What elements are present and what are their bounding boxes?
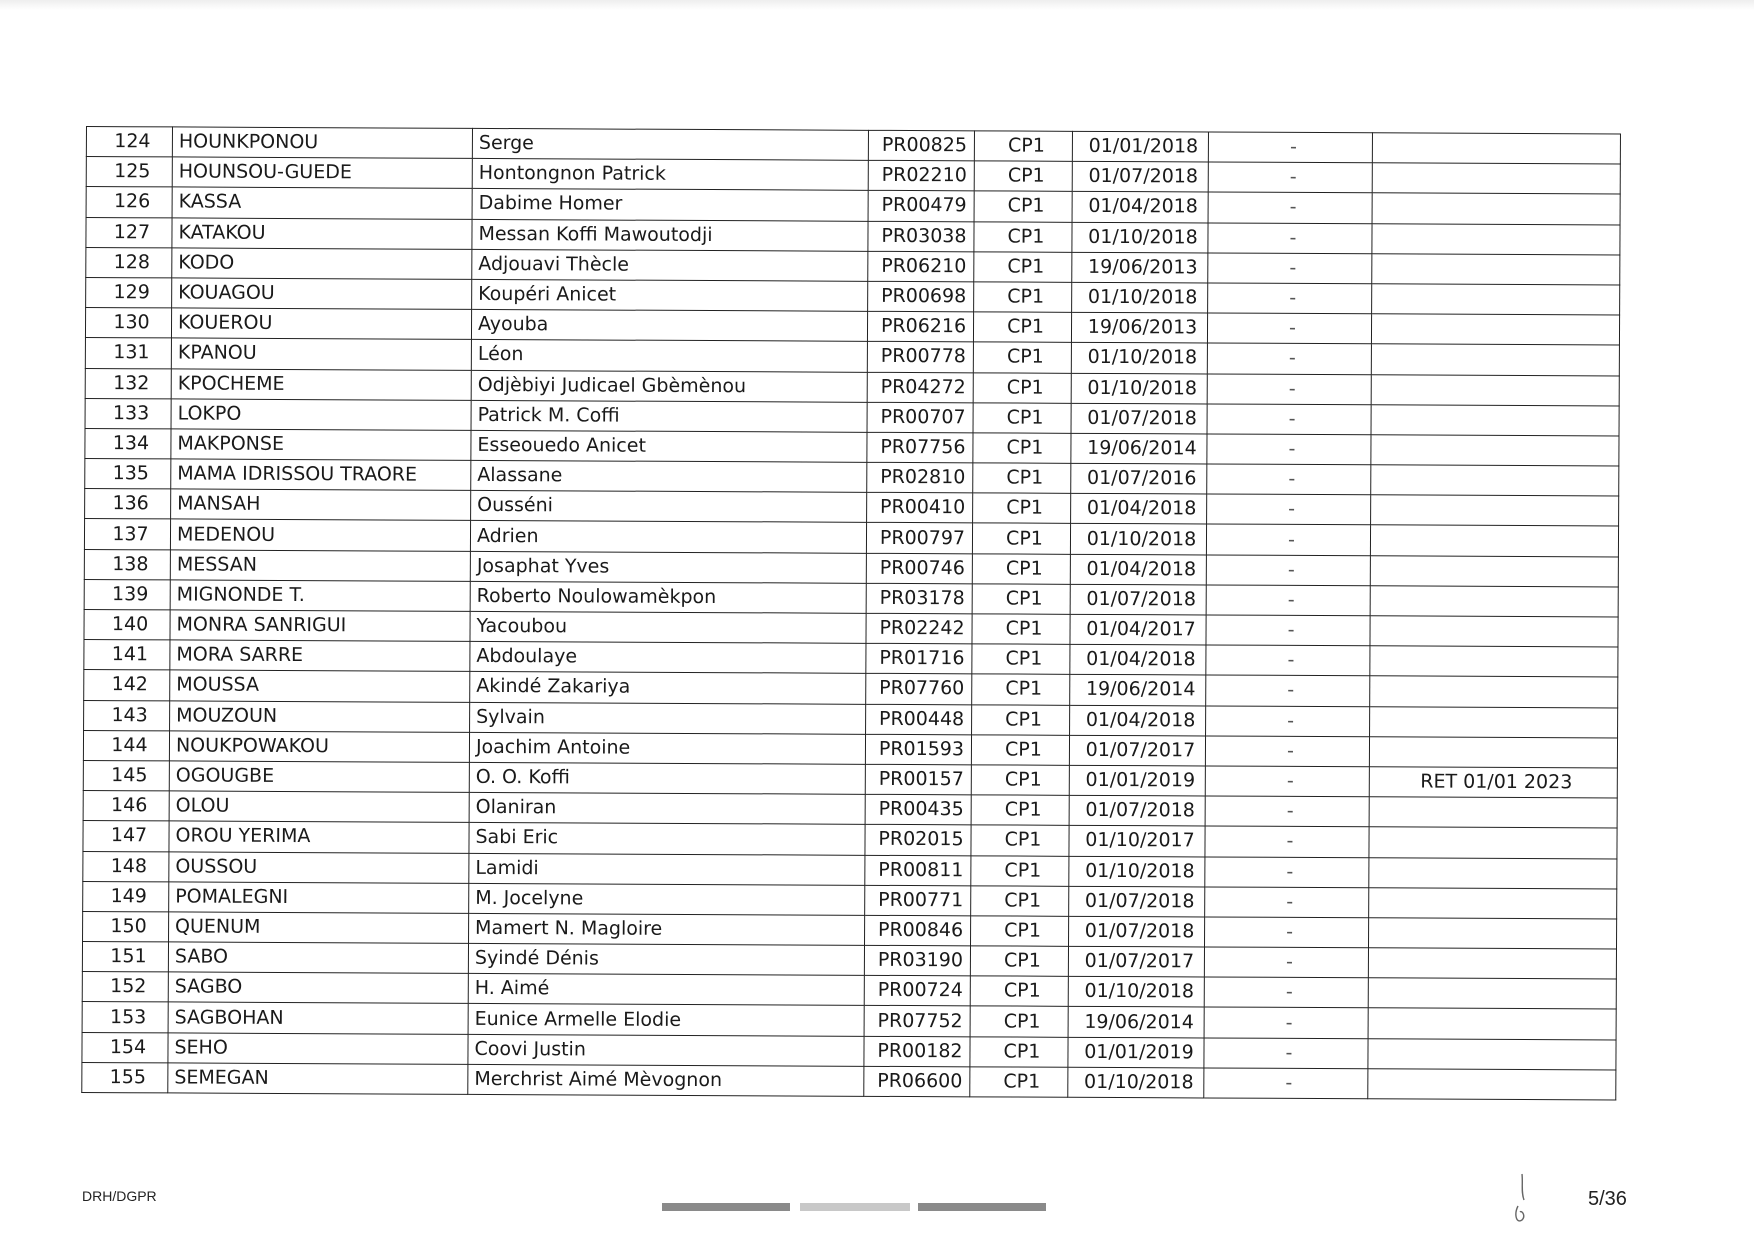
row-number: 131 (85, 338, 171, 369)
last-name-cell: KATAKOU (172, 217, 472, 249)
matricule-cell: PR00746 (866, 553, 972, 584)
first-name-cell: Akindé Zakariya (470, 672, 866, 704)
last-name-cell: HOUNSOU-GUEDE (172, 157, 472, 189)
dash-cell: - (1204, 947, 1368, 978)
row-number: 141 (84, 640, 170, 671)
grade-cell: CP1 (973, 342, 1071, 373)
row-number: 135 (85, 459, 171, 490)
last-name-cell: OGOUGBE (169, 761, 469, 793)
remark-cell (1368, 948, 1616, 979)
matricule-cell: PR07760 (866, 674, 972, 705)
matricule-cell: PR00448 (866, 704, 972, 735)
last-name-cell: MAMA IDRISSOU TRAORE (171, 459, 471, 491)
matricule-cell: PR00724 (864, 976, 970, 1007)
remark-cell (1369, 857, 1617, 888)
first-name-cell: Hontongnon Patrick (472, 159, 868, 191)
first-name-cell: Serge (472, 128, 868, 160)
matricule-cell: PR00778 (867, 342, 973, 373)
last-name-cell: KPANOU (171, 338, 471, 370)
first-name-cell: Syindé Dénis (468, 943, 864, 975)
date-cell: 01/10/2017 (1069, 826, 1205, 857)
remark-cell (1369, 827, 1617, 858)
last-name-cell: NOUKPOWAKOU (169, 731, 469, 763)
first-name-cell: Lamidi (469, 853, 865, 885)
first-name-cell: Merchrist Aimé Mèvognon (468, 1064, 864, 1096)
date-cell: 01/04/2018 (1071, 494, 1207, 525)
last-name-cell: SEHO (168, 1033, 468, 1065)
dash-cell: - (1207, 434, 1371, 465)
row-number: 129 (86, 277, 172, 308)
dash-cell: - (1204, 977, 1368, 1008)
grade-cell: CP1 (971, 795, 1069, 826)
dash-cell: - (1208, 253, 1372, 284)
remark-cell (1370, 555, 1618, 586)
remark-cell (1368, 978, 1616, 1009)
first-name-cell: Mamert N. Magloire (469, 913, 865, 945)
grade-cell: CP1 (970, 1036, 1068, 1067)
dash-cell: - (1204, 1007, 1368, 1038)
grade-cell: CP1 (973, 312, 1071, 343)
dash-cell: - (1206, 645, 1370, 676)
table-row (82, 1062, 1616, 1100)
remark-cell (1370, 676, 1618, 707)
first-name-cell: Sylvain (470, 702, 866, 734)
handwritten-initials-icon (1512, 1170, 1542, 1230)
date-cell: 19/06/2014 (1070, 675, 1206, 706)
dash-cell: - (1207, 464, 1371, 495)
grade-cell: CP1 (972, 553, 1070, 584)
row-number: 149 (83, 881, 169, 912)
remark-cell (1371, 465, 1619, 496)
date-cell: 01/04/2018 (1070, 645, 1206, 676)
matricule-cell: PR02015 (865, 825, 971, 856)
dash-cell: - (1206, 524, 1370, 555)
last-name-cell: MESSAN (170, 550, 470, 582)
dash-cell: - (1208, 283, 1372, 314)
date-cell: 01/04/2018 (1070, 554, 1206, 585)
footer-department-code: DRH/DGPR (82, 1188, 157, 1204)
date-cell: 01/10/2018 (1068, 977, 1204, 1008)
last-name-cell: MOUZOUN (170, 700, 470, 732)
row-number: 132 (85, 368, 171, 399)
dash-cell: - (1207, 494, 1371, 525)
dash-cell: - (1206, 615, 1370, 646)
matricule-cell: PR00811 (865, 855, 971, 886)
last-name-cell: KODO (172, 248, 472, 280)
dash-cell: - (1207, 343, 1371, 374)
footer-scan-bar (800, 1203, 910, 1211)
first-name-cell: Abdoulaye (470, 642, 866, 674)
remark-cell (1370, 706, 1618, 737)
grade-cell: CP1 (973, 372, 1071, 403)
first-name-cell: Odjèbiyi Judicael Gbèmènou (471, 370, 867, 402)
personnel-table (81, 126, 1621, 1100)
row-number: 139 (84, 579, 170, 610)
row-number: 144 (83, 730, 169, 761)
last-name-cell: MONRA SANRIGUI (170, 610, 470, 642)
remark-cell (1370, 586, 1618, 617)
date-cell: 01/10/2018 (1072, 282, 1208, 313)
first-name-cell: Joachim Antoine (469, 732, 865, 764)
row-number: 125 (86, 157, 172, 188)
last-name-cell: SAGBOHAN (168, 1002, 468, 1034)
date-cell: 19/06/2014 (1068, 1007, 1204, 1038)
date-cell: 01/07/2017 (1069, 735, 1205, 766)
grade-cell: CP1 (972, 644, 1070, 675)
scan-edge-shade (0, 0, 1754, 10)
first-name-cell: Ayouba (471, 310, 867, 342)
grade-cell: CP1 (970, 946, 1068, 977)
first-name-cell: Eunice Armelle Elodie (468, 1004, 864, 1036)
last-name-cell: SABO (168, 942, 468, 974)
row-number: 128 (86, 247, 172, 278)
matricule-cell: PR00479 (868, 191, 974, 222)
grade-cell: CP1 (973, 463, 1071, 494)
first-name-cell: Patrick M. Coffi (471, 400, 867, 432)
dash-cell: - (1205, 917, 1369, 948)
matricule-cell: PR06210 (868, 251, 974, 282)
date-cell: 01/07/2017 (1068, 946, 1204, 977)
last-name-cell: OUSSOU (169, 851, 469, 883)
matricule-cell: PR00435 (865, 794, 971, 825)
row-number: 150 (83, 911, 169, 942)
remark-cell (1372, 254, 1620, 285)
grade-cell: CP1 (970, 1006, 1068, 1037)
dash-cell: - (1204, 1068, 1368, 1099)
date-cell: 19/06/2013 (1071, 312, 1207, 343)
matricule-cell: PR07756 (867, 432, 973, 463)
grade-cell: CP1 (971, 735, 1069, 766)
date-cell: 01/04/2018 (1070, 705, 1206, 736)
row-number: 133 (85, 398, 171, 429)
last-name-cell: MEDENOU (170, 519, 470, 551)
row-number: 126 (86, 187, 172, 218)
date-cell: 01/07/2018 (1072, 162, 1208, 193)
date-cell: 01/07/2016 (1071, 463, 1207, 494)
matricule-cell: PR00182 (864, 1036, 970, 1067)
matricule-cell: PR00707 (867, 402, 973, 433)
remark-cell (1370, 525, 1618, 556)
grade-cell: CP1 (974, 221, 1072, 252)
row-number: 140 (84, 609, 170, 640)
matricule-cell: PR00698 (868, 281, 974, 312)
matricule-cell: PR06216 (867, 311, 973, 342)
grade-cell: CP1 (974, 191, 1072, 222)
last-name-cell: SAGBO (168, 972, 468, 1004)
date-cell: 01/10/2018 (1071, 373, 1207, 404)
last-name-cell: LOKPO (171, 399, 471, 431)
first-name-cell: Adrien (470, 521, 866, 553)
last-name-cell: KASSA (172, 187, 472, 219)
matricule-cell: PR01716 (866, 644, 972, 675)
row-number: 130 (85, 308, 171, 339)
grade-cell: CP1 (970, 976, 1068, 1007)
matricule-cell: PR00846 (865, 915, 971, 946)
remark-cell (1372, 163, 1620, 194)
dash-cell: - (1204, 1038, 1368, 1069)
first-name-cell: Roberto Noulowamèkpon (470, 581, 866, 613)
last-name-cell: KPOCHEME (171, 368, 471, 400)
dash-cell: - (1205, 856, 1369, 887)
first-name-cell: Coovi Justin (468, 1034, 864, 1066)
last-name-cell: HOUNKPONOU (172, 127, 472, 159)
footer-scan-bar (662, 1203, 790, 1211)
grade-cell: CP1 (974, 161, 1072, 192)
date-cell: 01/01/2018 (1072, 131, 1208, 162)
remark-cell (1371, 344, 1619, 375)
remark-cell (1369, 887, 1617, 918)
row-number: 145 (83, 760, 169, 791)
first-name-cell: Josaphat Yves (470, 551, 866, 583)
date-cell: 01/10/2018 (1069, 856, 1205, 887)
grade-cell: CP1 (971, 825, 1069, 856)
first-name-cell: Messan Koffi Mawoutodji (472, 219, 868, 251)
date-cell: 19/06/2013 (1072, 252, 1208, 283)
matricule-cell: PR00410 (867, 493, 973, 524)
row-number: 136 (85, 489, 171, 520)
date-cell: 01/07/2018 (1069, 916, 1205, 947)
remark-cell (1370, 616, 1618, 647)
date-cell: 01/10/2018 (1071, 343, 1207, 374)
remark-cell (1371, 435, 1619, 466)
last-name-cell: MANSAH (171, 489, 471, 521)
matricule-cell: PR01593 (865, 734, 971, 765)
first-name-cell: Olaniran (469, 793, 865, 825)
matricule-cell: PR07752 (864, 1006, 970, 1037)
first-name-cell: Esseouedo Anicet (471, 430, 867, 462)
date-cell: 01/10/2018 (1070, 524, 1206, 555)
remark-cell (1368, 918, 1616, 949)
first-name-cell: Dabime Homer (472, 189, 868, 221)
matricule-cell: PR00825 (868, 130, 974, 161)
first-name-cell: Sabi Eric (469, 823, 865, 855)
matricule-cell: PR02210 (868, 161, 974, 192)
first-name-cell: Alassane (471, 460, 867, 492)
grade-cell: CP1 (974, 282, 1072, 313)
matricule-cell: PR02810 (867, 462, 973, 493)
matricule-cell: PR03190 (864, 945, 970, 976)
dash-cell: - (1206, 675, 1370, 706)
grade-cell: CP1 (972, 523, 1070, 554)
grade-cell: CP1 (973, 433, 1071, 464)
remark-cell (1368, 1069, 1616, 1100)
first-name-cell: Léon (471, 340, 867, 372)
dash-cell: - (1205, 796, 1369, 827)
date-cell: 01/07/2018 (1069, 795, 1205, 826)
first-name-cell: Adjouavi Thècle (472, 249, 868, 281)
grade-cell: CP1 (971, 855, 1069, 886)
date-cell: 19/06/2014 (1071, 433, 1207, 464)
last-name-cell: OROU YERIMA (169, 821, 469, 853)
remark-cell (1369, 797, 1617, 828)
remark-cell (1372, 133, 1620, 164)
matricule-cell: PR03178 (866, 583, 972, 614)
last-name-cell: MIGNONDE T. (170, 580, 470, 612)
last-name-cell: SEMEGAN (168, 1063, 468, 1095)
dash-cell: - (1207, 373, 1371, 404)
row-number: 143 (84, 700, 170, 731)
row-number: 154 (82, 1032, 168, 1063)
dash-cell: - (1208, 162, 1372, 193)
date-cell: 01/07/2018 (1070, 584, 1206, 615)
first-name-cell: M. Jocelyne (469, 883, 865, 915)
matricule-cell: PR00771 (865, 885, 971, 916)
grade-cell: CP1 (971, 886, 1069, 917)
remark-cell (1368, 1038, 1616, 1069)
first-name-cell: Yacoubou (470, 611, 866, 643)
last-name-cell: KOUEROU (171, 308, 471, 340)
first-name-cell: H. Aimé (468, 974, 864, 1006)
grade-cell: CP1 (970, 1067, 1068, 1098)
remark-cell (1371, 374, 1619, 405)
grade-cell: CP1 (972, 584, 1070, 615)
dash-cell: - (1208, 223, 1372, 254)
grade-cell: CP1 (972, 674, 1070, 705)
date-cell: 01/10/2018 (1072, 222, 1208, 253)
row-number: 146 (83, 791, 169, 822)
dash-cell: - (1208, 192, 1372, 223)
remark-cell (1371, 314, 1619, 345)
row-number: 137 (84, 519, 170, 550)
last-name-cell: POMALEGNI (169, 882, 469, 914)
row-number: 142 (84, 670, 170, 701)
personnel-table-body (82, 127, 1621, 1100)
row-number: 153 (82, 1002, 168, 1033)
grade-cell: CP1 (972, 704, 1070, 735)
remark-cell (1372, 284, 1620, 315)
row-number: 148 (83, 851, 169, 882)
remark-cell (1372, 223, 1620, 254)
dash-cell: - (1206, 706, 1370, 737)
date-cell: 01/04/2018 (1072, 192, 1208, 223)
row-number: 138 (84, 549, 170, 580)
matricule-cell: PR00157 (865, 764, 971, 795)
row-number: 127 (86, 217, 172, 248)
dash-cell: - (1205, 887, 1369, 918)
grade-cell: CP1 (972, 614, 1070, 645)
remark-cell (1371, 495, 1619, 526)
matricule-cell: PR03038 (868, 221, 974, 252)
remark-cell (1369, 737, 1617, 768)
footer-scan-bar (918, 1203, 1046, 1211)
grade-cell: CP1 (973, 403, 1071, 434)
remark-cell (1370, 646, 1618, 677)
row-number: 155 (82, 1062, 168, 1093)
matricule-cell: PR00797 (866, 523, 972, 554)
date-cell: 01/04/2017 (1070, 614, 1206, 645)
dash-cell: - (1205, 826, 1369, 857)
row-number: 124 (86, 127, 172, 158)
last-name-cell: MAKPONSE (171, 429, 471, 461)
first-name-cell: Ousséni (471, 491, 867, 523)
last-name-cell: MORA SARRE (170, 640, 470, 672)
last-name-cell: OLOU (169, 791, 469, 823)
dash-cell: - (1208, 132, 1372, 163)
remark-cell (1368, 1008, 1616, 1039)
grade-cell: CP1 (974, 131, 1072, 162)
date-cell: 01/07/2018 (1071, 403, 1207, 434)
grade-cell: CP1 (971, 765, 1069, 796)
remark-cell: RET 01/01 2023 (1369, 767, 1617, 798)
row-number: 151 (82, 942, 168, 973)
row-number: 134 (85, 428, 171, 459)
page-number: 5/36 (1588, 1188, 1627, 1210)
dash-cell: - (1207, 313, 1371, 344)
dash-cell: - (1206, 585, 1370, 616)
dash-cell: - (1205, 766, 1369, 797)
grade-cell: CP1 (971, 916, 1069, 947)
dash-cell: - (1207, 404, 1371, 435)
last-name-cell: MOUSSA (170, 670, 470, 702)
date-cell: 01/01/2019 (1068, 1037, 1204, 1068)
first-name-cell: O. O. Koffi (469, 762, 865, 794)
matricule-cell: PR04272 (867, 372, 973, 403)
row-number: 147 (83, 821, 169, 852)
date-cell: 01/01/2019 (1069, 765, 1205, 796)
remark-cell (1372, 193, 1620, 224)
last-name-cell: QUENUM (169, 912, 469, 944)
date-cell: 01/07/2018 (1069, 886, 1205, 917)
first-name-cell: Koupéri Anicet (472, 279, 868, 311)
remark-cell (1371, 404, 1619, 435)
row-number: 152 (82, 972, 168, 1003)
last-name-cell: KOUAGOU (172, 278, 472, 310)
dash-cell: - (1205, 736, 1369, 767)
dash-cell: - (1206, 555, 1370, 586)
matricule-cell: PR06600 (864, 1066, 970, 1097)
matricule-cell: PR02242 (866, 613, 972, 644)
grade-cell: CP1 (974, 252, 1072, 283)
grade-cell: CP1 (973, 493, 1071, 524)
date-cell: 01/10/2018 (1068, 1067, 1204, 1098)
